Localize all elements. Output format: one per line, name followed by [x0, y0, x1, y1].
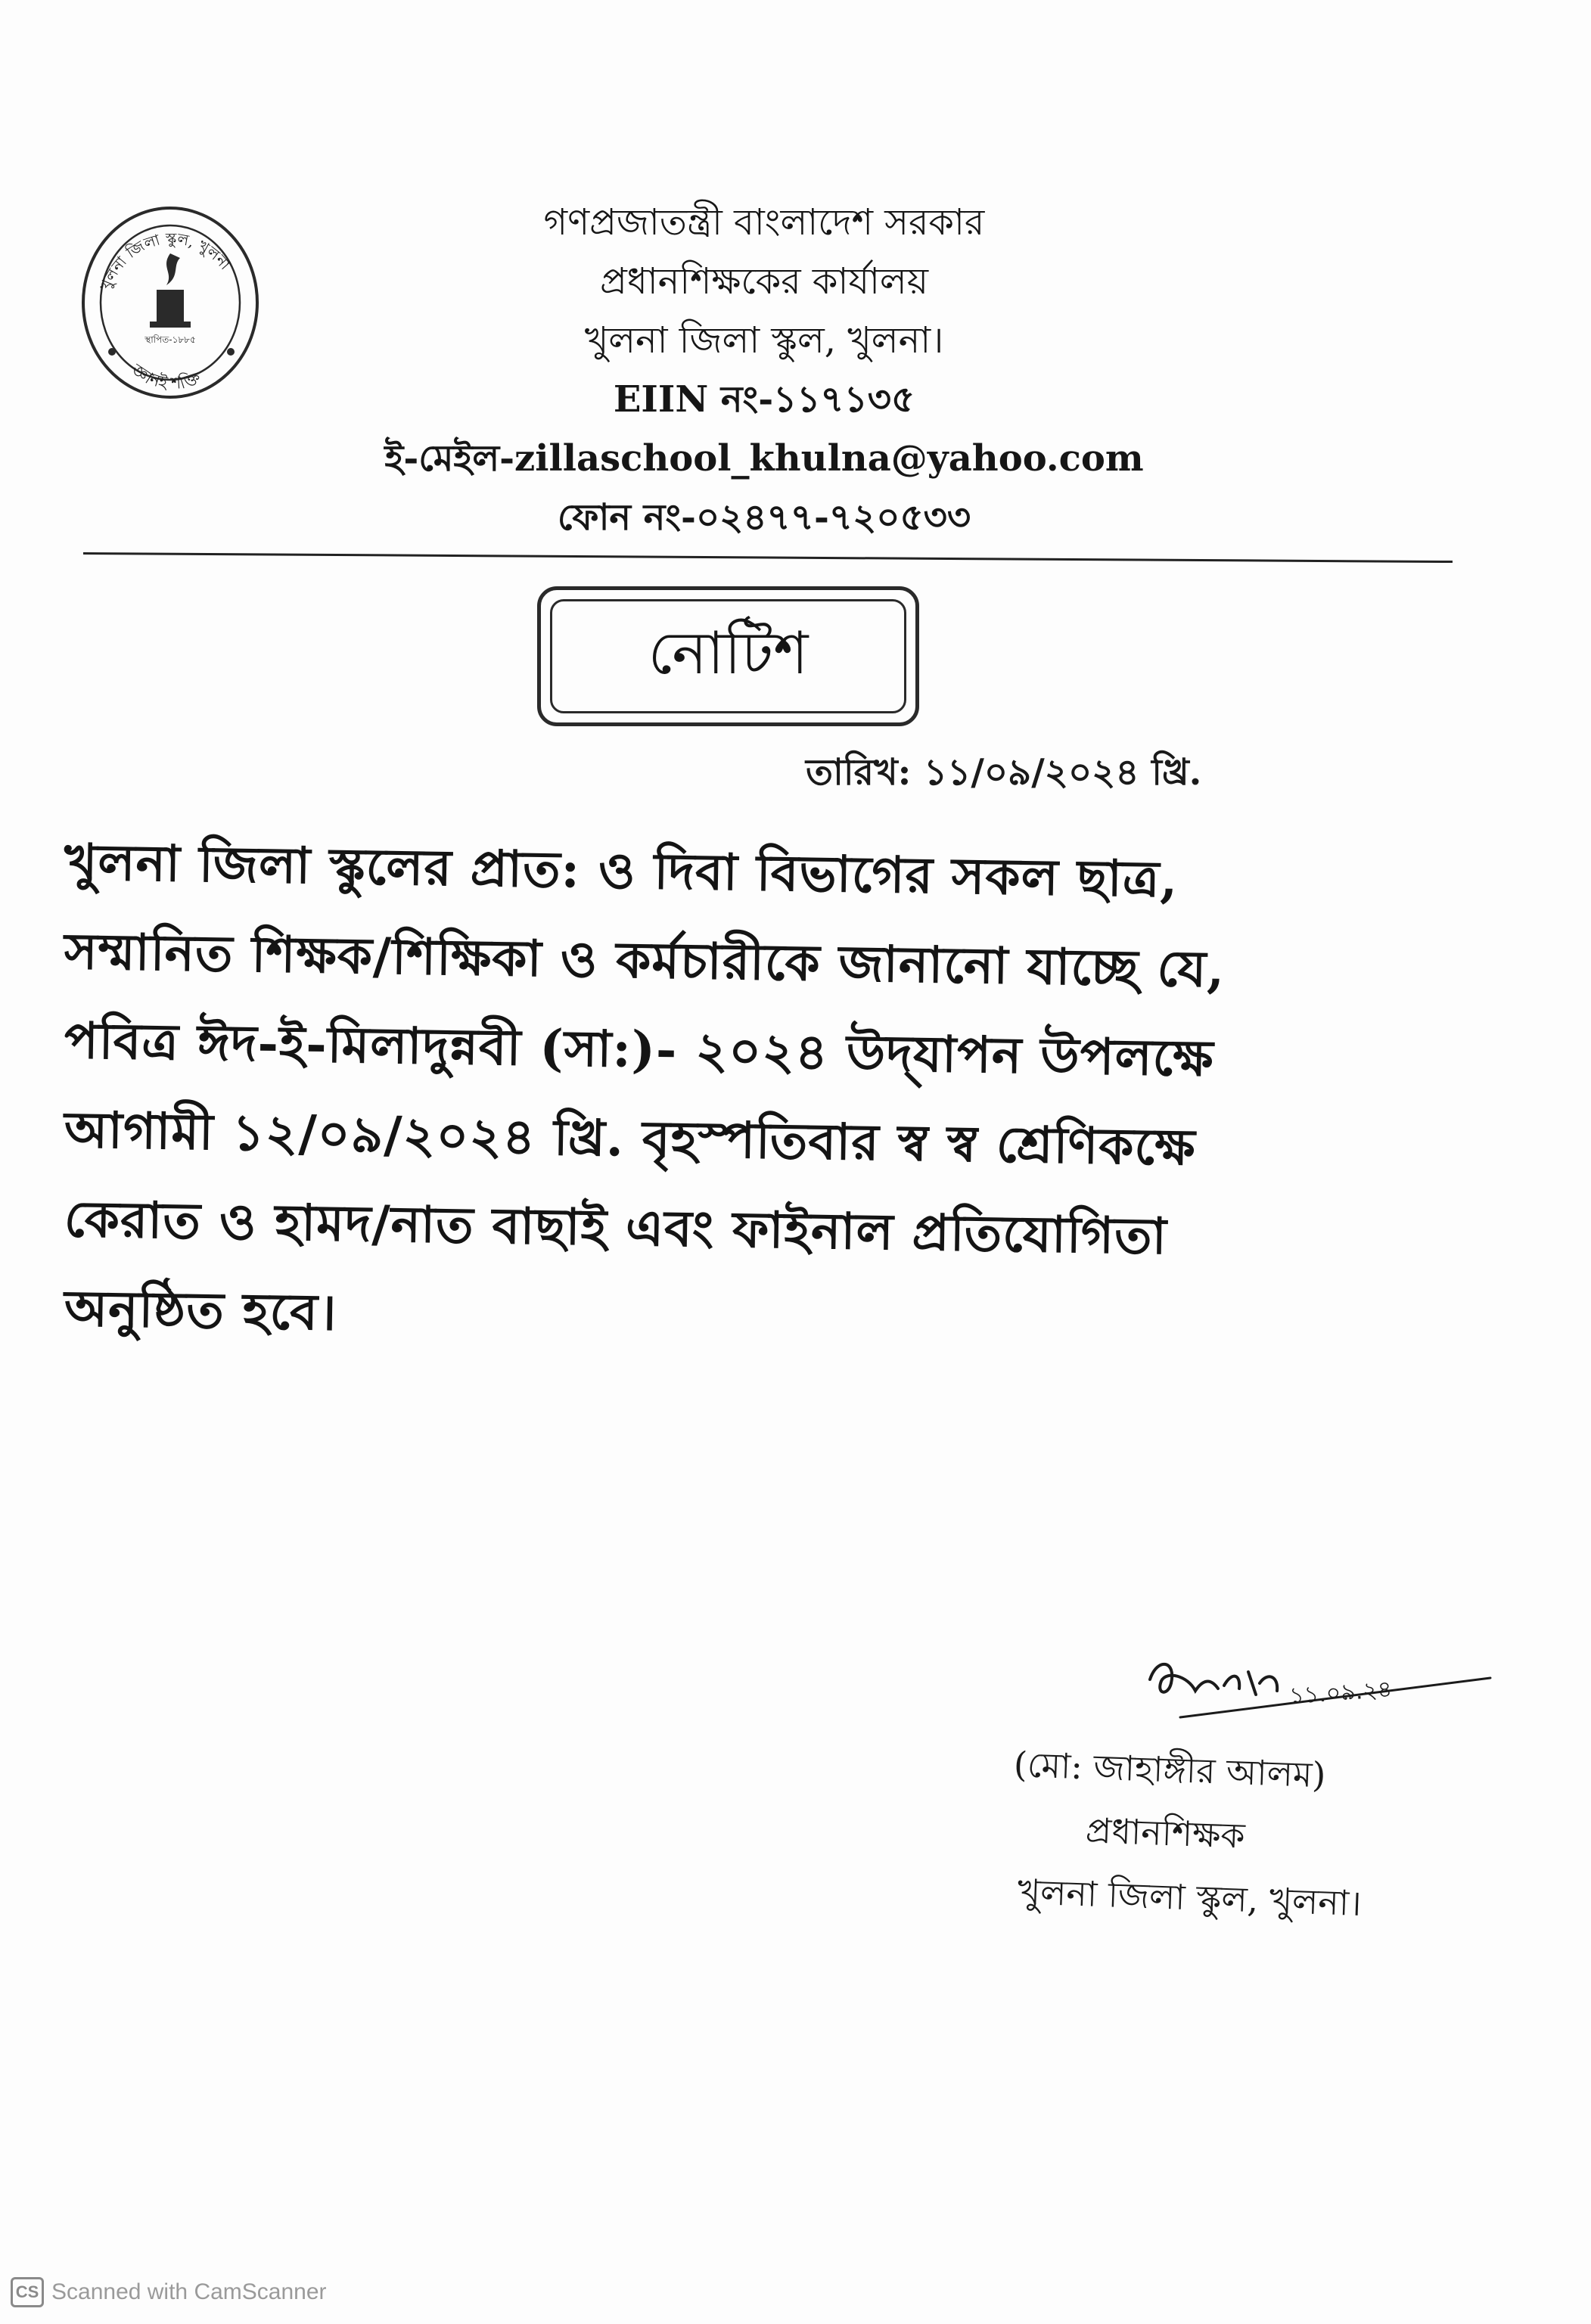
- school-name: খুলনা জিলা স্কুল, খুলনা।: [584, 319, 944, 362]
- signature-date: ১১.০৯.২৪: [1288, 1676, 1394, 1710]
- signatory-designation: প্রধানশিক্ষক: [1084, 1810, 1246, 1856]
- eiin-number: EIIN নং-১১৭১৩৫: [613, 378, 915, 421]
- seal-top-text: খুলনা জিলা স্কুল, খুলনা: [95, 229, 235, 294]
- signatory-name: (মো: জাহাঙ্গীর আলম): [1013, 1744, 1327, 1796]
- handwritten-signature: [1135, 1649, 1498, 1740]
- body-line: কেরাত ও হামদ/নাত বাছাই এবং ফাইনাল প্রতিযোগিতা: [64, 1189, 1168, 1266]
- government-name: গণপ্রজাতন্ত্রী বাংলাদেশ সরকার: [543, 201, 985, 244]
- office-name: প্রধানশিক্ষকের কার্যালয়: [600, 260, 928, 303]
- seal-year: স্থাপিত-১৮৮৫: [144, 334, 196, 345]
- email-address: ই-মেইল-zillaschool_khulna@yahoo.com: [384, 437, 1144, 480]
- seal-emblem-icon: [76, 200, 265, 405]
- seal-motto: জ্ঞানই শক্তি: [128, 360, 204, 394]
- svg-text:খুলনা জিলা স্কুল, খুলনা: [96, 229, 235, 293]
- body-line: অনুষ্ঠিত হবে।: [64, 1279, 338, 1342]
- watermark-text: Scanned with CamScanner: [51, 2279, 327, 2304]
- header-divider: [83, 552, 1453, 563]
- signatory-school: খুলনা জিলা স্কুল, খুলনা।: [1017, 1871, 1363, 1925]
- signatory-block: [1014, 1732, 1468, 1923]
- body-line: খুলনা জিলা স্কুলের প্রাত: ও দিবা বিভাগের সকল ছাত্র,: [64, 832, 1179, 909]
- scanner-watermark: [11, 2276, 327, 2309]
- letterhead: [325, 193, 1203, 547]
- notice-title-box: [537, 586, 919, 726]
- body-line: পবিত্র ঈদ-ই-মিলাদুন্নবী (সা:)- ২০২৪ উদ্‌যাপন উপলক্ষে: [64, 1011, 1215, 1088]
- body-line: আগামী ১২/০৯/২০২৪ খ্রি. বৃহস্পতিবার স্ব স্ব শ্রেণিকক্ষে: [64, 1100, 1197, 1177]
- notice-body: [64, 817, 1487, 1353]
- body-line: সম্মানিত শিক্ষক/শিক্ষিকা ও কর্মচারীকে জানানো যাচ্ছে যে,: [64, 921, 1226, 999]
- phone-number: ফোন নং-০২৪৭৭-৭২০৫৩৩: [557, 496, 971, 539]
- school-seal: [76, 200, 265, 405]
- notice-date: তারিখ: ১১/০৯/২০২৪ খ্রি.: [806, 751, 1202, 794]
- signature-icon: [1135, 1649, 1498, 1740]
- svg-text:জ্ঞানই শক্তি: [128, 360, 204, 393]
- notice-title: নোটিশ: [648, 619, 809, 688]
- camscanner-logo-icon: CS: [11, 2277, 44, 2307]
